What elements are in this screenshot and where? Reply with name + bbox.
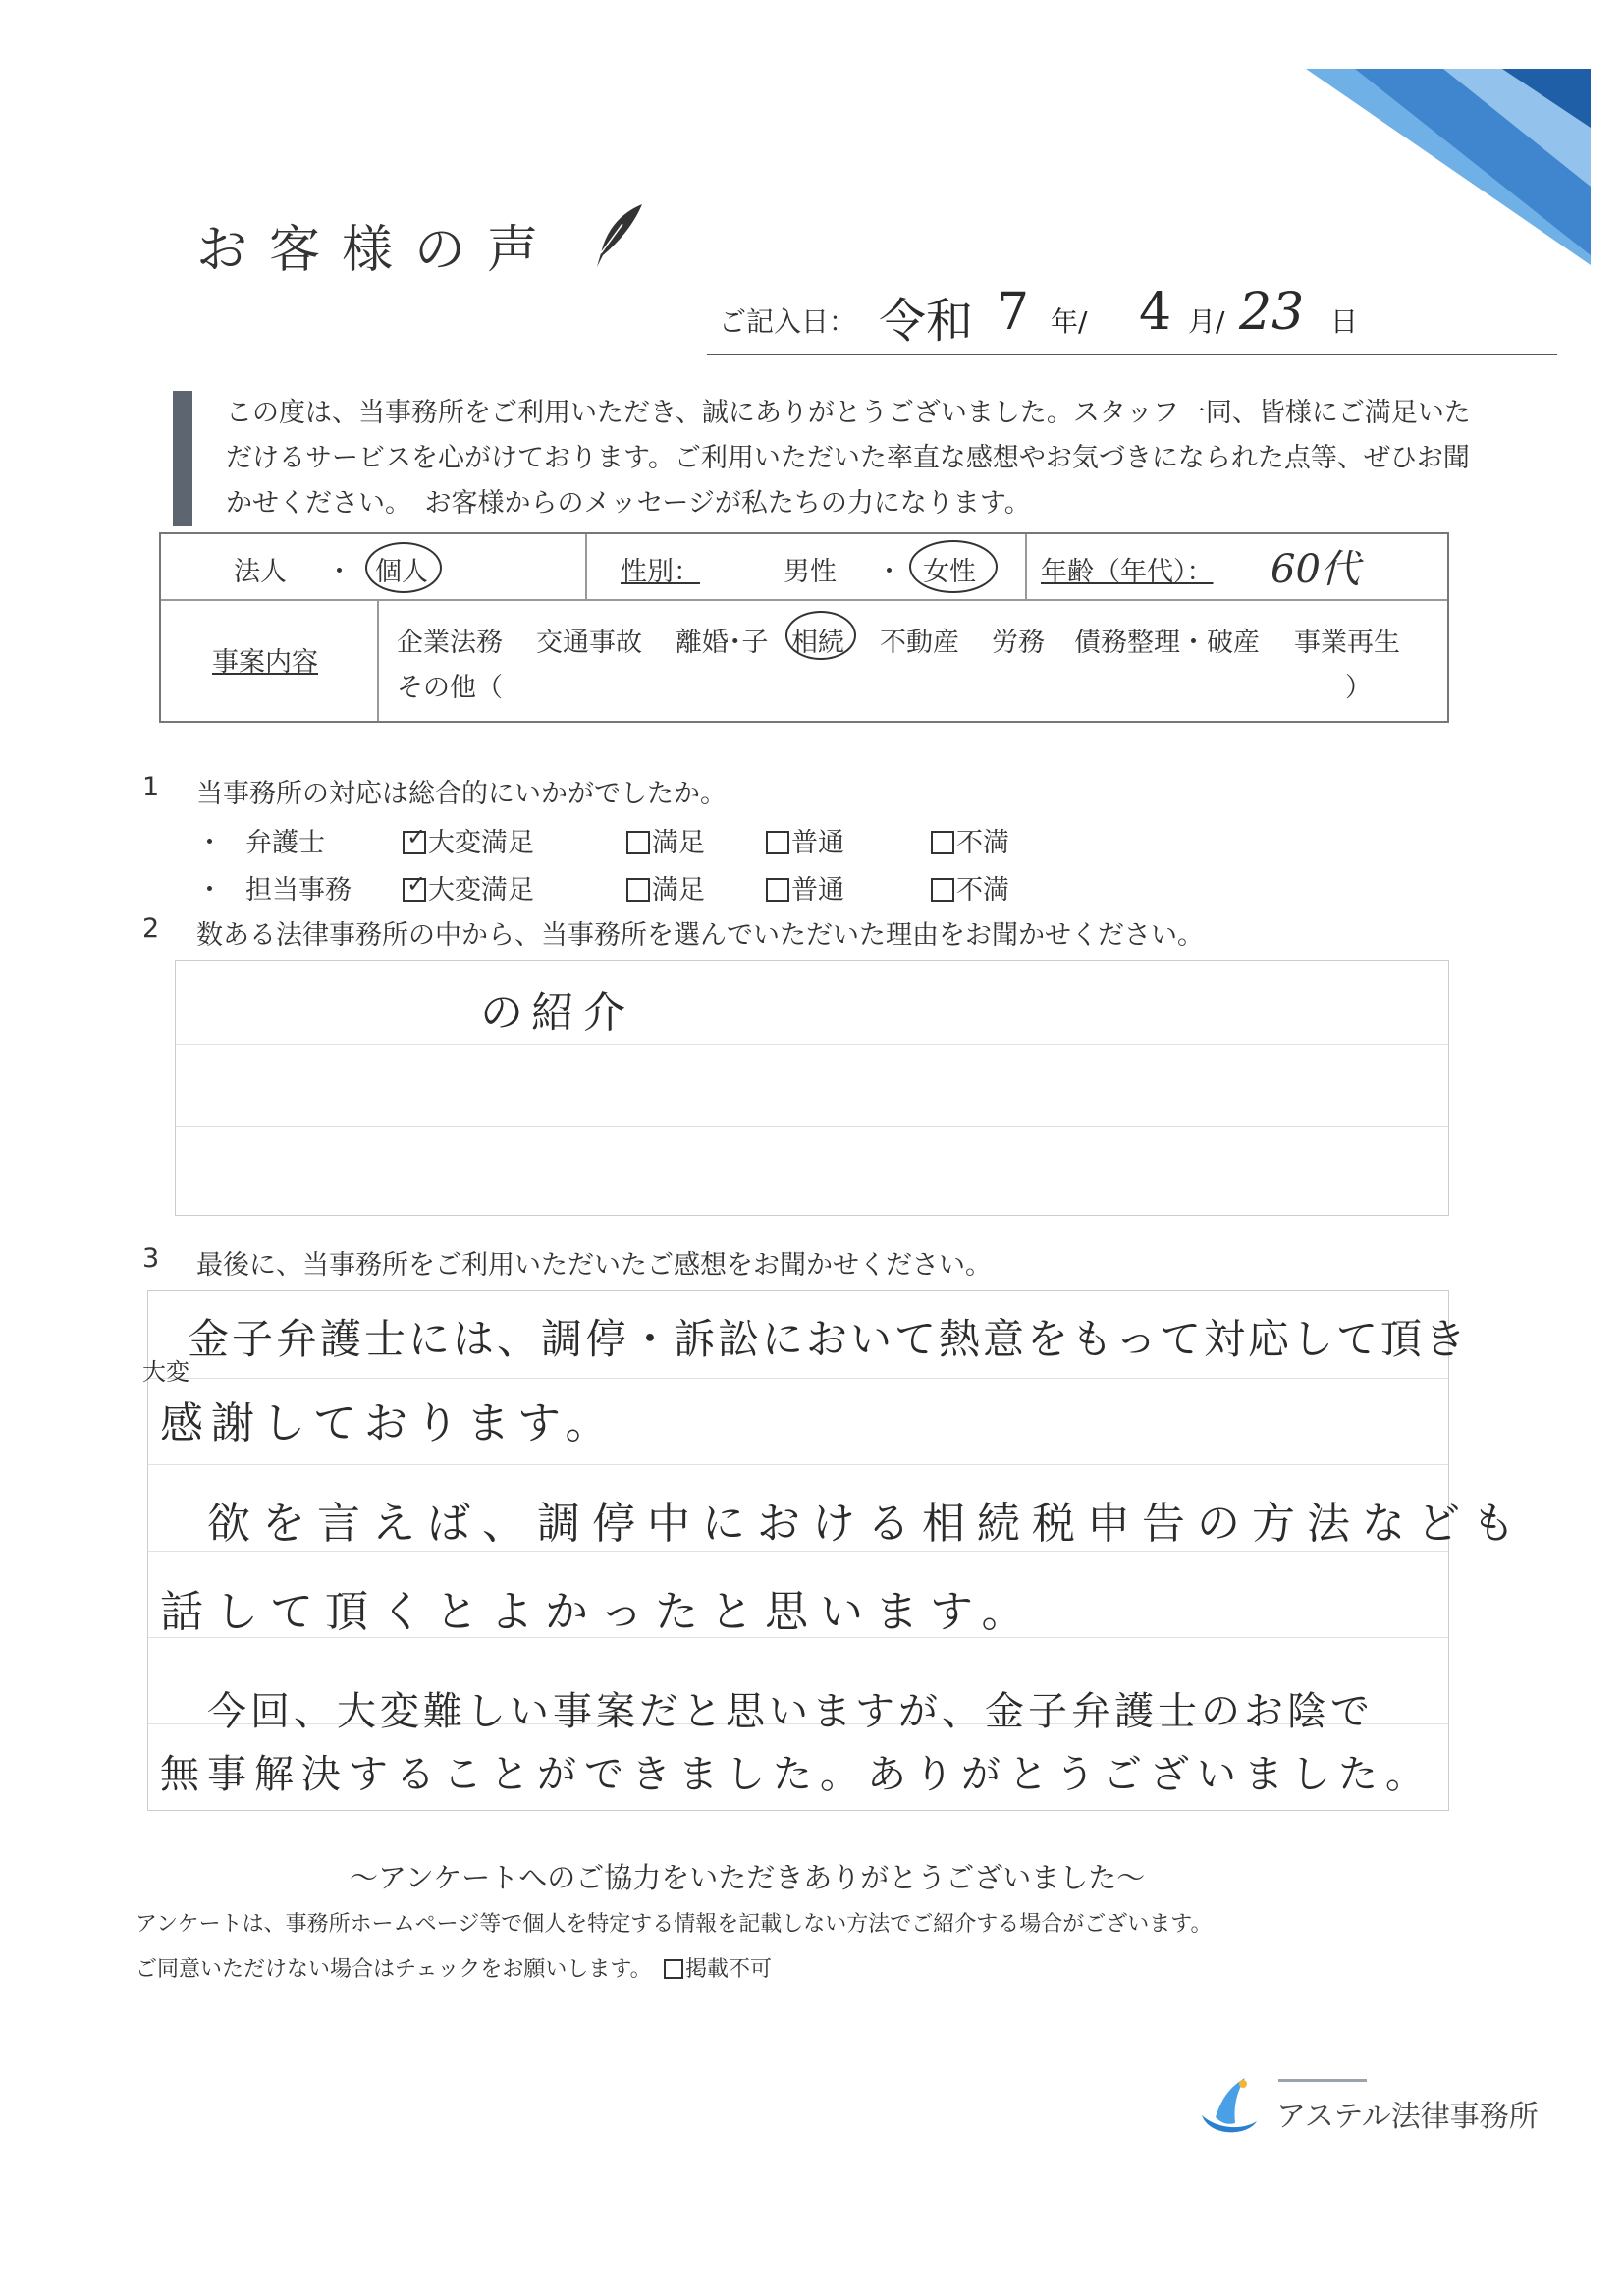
case-item-debt: 債務整理・破産 [1074,628,1260,658]
separator-dot: ・ [876,557,902,587]
separator-dot: ・ [326,557,352,587]
q3-answer-line: 今回、大変難しい事案だと思いますが、金子弁護士のお陰で [207,1689,1374,1734]
check-mark-icon: ✓ [406,823,427,850]
gender-label: 性別： [621,557,700,587]
q3-answer-line: 欲を言えば、調停中における相続税申告の方法なども [207,1499,1527,1549]
q1-number: 1 [142,772,160,802]
q1-row2-option-very-satisfied: ✓ 大変満足 [403,868,534,906]
info-divider [1025,534,1027,599]
q1-row2-option-average: 普通 [766,868,844,906]
ruled-line [148,1378,1448,1379]
case-item-corporate: 企業法務 [397,628,503,658]
q1-row1-option-average: 普通 [766,821,844,859]
male-option: 男性 [784,557,837,587]
female-option: 女性 [923,557,976,587]
q1-row1-option-satisfied: 満足 [626,821,705,859]
case-item-inheritance: 相続 [791,628,844,658]
individual-circle-mark [365,542,442,593]
date-day: 23 [1239,283,1305,342]
checkbox-checked [403,870,427,902]
check-mark-icon: ✓ [406,870,427,898]
q3-answer-line: 金子弁護士には、調停・訴訟において熱意をもって対応して頂き [188,1315,1470,1363]
date-label: ご記入日： [719,305,857,338]
firm-name: アステル法律事務所 [1276,2100,1539,2134]
info-table [159,532,1449,723]
date-year: 7 [997,283,1030,342]
case-item-other-close: ） [1345,673,1372,703]
checkbox [626,878,650,902]
checkbox [626,831,650,854]
case-item-other: その他（ [397,673,503,703]
checkbox [664,1959,683,1979]
date-era: 令和 [879,294,974,349]
firm-subtitle-decoration [1278,2074,1504,2086]
case-item-traffic: 交通事故 [536,628,642,658]
publication-note: アンケートは、事務所ホームページ等で個人を特定する情報を記載しない方法でご紹介する場合がございます。 [135,1912,1213,1937]
date-underline [707,354,1557,355]
firm-logo-icon [1196,2076,1261,2139]
q2-answer-box [175,960,1449,1216]
q2-number: 2 [142,913,160,944]
date-month: 4 [1139,283,1172,342]
intro-accent-bar [173,391,192,526]
age-label: 年齢（年代）： [1041,557,1214,587]
info-divider [585,534,587,599]
intro-text: この度は、当事務所をご利用いただき、誠にありがとうございました。スタッフ一同、皆様にご満足いただけるサービスを心がけております。ご利用いただいた率直な感想やお気づきになられた点等、ぜひお聞かせください。 お客様からのメッセージが私たちの力になります。 [226,398,1471,519]
q3-answer-line: 話して頂くとよかったと思います。 [160,1587,1037,1637]
case-item-real-estate: 不動産 [880,628,959,658]
q1-row2-option-satisfied: 満足 [626,868,705,906]
checkbox-checked [403,823,427,854]
date-year-unit: 年/ [1051,305,1088,338]
inheritance-circle-mark [785,611,856,660]
checkbox [931,878,954,902]
q3-question: 最後に、当事務所をご利用いただいたご感想をお聞かせください。 [196,1250,992,1281]
q1-row1-option-very-satisfied: ✓ 大変満足 [403,821,534,859]
thanks-message: ～アンケートへのご協力をいただきありがとうございました～ [350,1861,1146,1894]
q2-answer-text: の紹介 [480,988,633,1038]
q1-row1-label: 弁護士 [245,828,325,858]
date-day-unit: 日 [1330,305,1359,338]
ruled-line [148,1551,1448,1552]
ruled-line [176,1044,1448,1045]
q3-number: 3 [142,1243,160,1274]
q3-answer-line: 無事解決することができました。ありがとうございました。 [160,1752,1433,1797]
page-title: お客様の声 [196,221,561,280]
q1-row2-label: 担当事務 [245,875,352,905]
ruled-line [148,1464,1448,1465]
q1-question: 当事務所の対応は総合的にいかがでしたか。 [196,779,727,809]
no-publish-option: 掲載不可 [664,1952,772,1983]
consent-note: ご同意いただけない場合はチェックをお願いします。 [135,1957,652,1982]
case-item-labor: 労務 [992,628,1045,658]
case-label: 事案内容 [212,647,318,678]
checkbox [766,831,789,854]
ruled-line [176,1126,1448,1127]
q1-row2-bullet: ・ [196,875,223,905]
q1-row1-option-dissatisfied: 不満 [931,821,1009,859]
q2-question: 数ある法律事務所の中から、当事務所を選んでいただいた理由をお聞かせください。 [196,920,1204,951]
checkbox [931,831,954,854]
corner-decoration [1296,69,1591,265]
case-item-divorce: 離婚･子 [676,628,769,658]
age-value: 60代 [1271,547,1360,592]
checkbox [766,878,789,902]
case-item-business: 事業再生 [1294,628,1400,658]
date-month-unit: 月/ [1188,305,1225,338]
corp-option: 法人 [234,557,287,587]
female-circle-mark [909,540,998,593]
quill-icon [593,202,646,269]
individual-option: 個人 [375,557,428,587]
info-divider [377,601,379,721]
q1-row1-bullet: ・ [196,828,223,858]
q1-row2-option-dissatisfied: 不満 [931,868,1009,906]
q3-margin-note: 大変 [142,1358,189,1386]
q3-answer-box [142,1290,1527,1811]
q3-answer-line: 感謝しております。 [160,1398,617,1449]
